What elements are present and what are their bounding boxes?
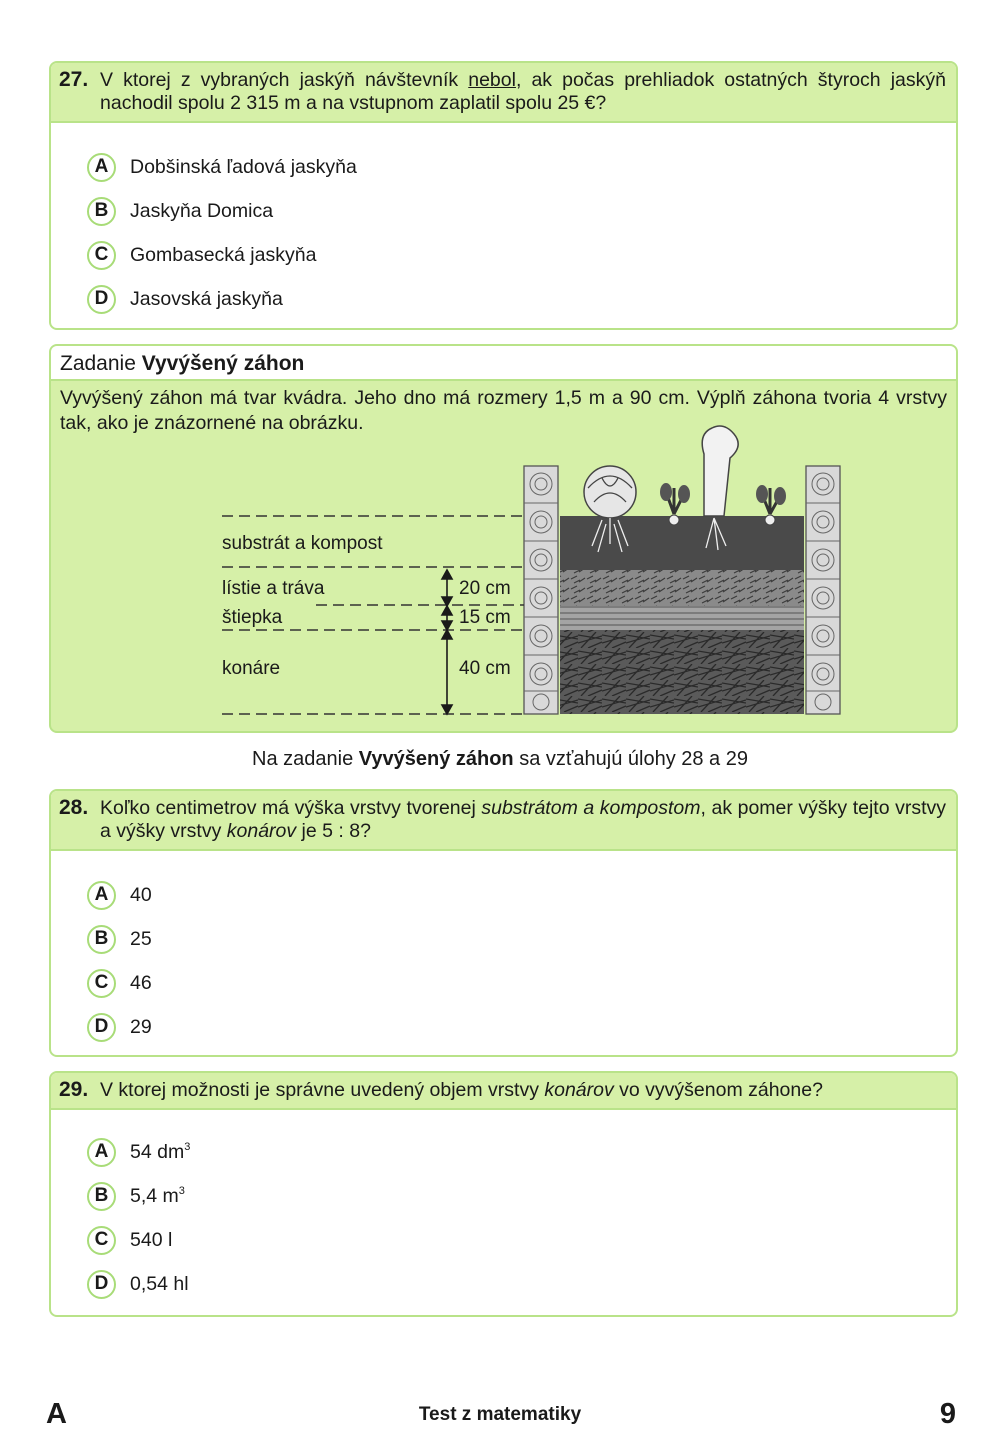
label-leaves-grass: lístie a tráva [222,578,325,599]
option-letter-badge[interactable]: A [87,881,116,910]
label-branches: konáre [222,658,281,679]
question-number: 27. [59,68,89,91]
option-letter-badge[interactable]: B [87,1182,116,1211]
dimension-40cm: 40 cm [459,658,511,679]
option-letter-badge[interactable]: A [87,153,116,182]
question-text: Koľko centimetrov má výška vrstvy tvorenej substrátom a kompostom, ak pomer výšky tejto vrstvy a výšky vrstvy konárov je 5 : 8? [100,797,946,842]
options-list [51,1110,956,1306]
task-title: Zadanie Vyvýšený záhon [51,346,956,381]
footer-page-number: 9 [939,1398,956,1430]
question-27 [49,61,958,330]
left-wooden-post [524,466,558,714]
task-description: Vyvýšený záhon má tvar kvádra. Jeho dno má rozmery 1,5 m a 90 cm. Výplň záhona tvoria 4 vrstvy tak, ako je znázornené na obrázku. [60,387,947,434]
footer-test-title: Test z matematiky [418,1404,582,1425]
option-letter-badge[interactable]: D [87,1013,116,1042]
option-label: 5,4 $m^3$ [130,1184,185,1207]
underlined-word: nebol [468,69,516,91]
task-reference-note: Na zadanie Vyvýšený záhon sa vzťahujú úlohy 28 a 29 [252,748,748,770]
question-29 [49,1071,958,1317]
option-label: Jasovská jaskyňa [130,287,283,310]
option-letter-badge[interactable]: D [87,285,116,314]
label-wood-chips: štiepka [222,607,283,628]
option-c[interactable] [87,233,956,277]
option-c[interactable] [87,1218,956,1262]
options-list [51,123,956,321]
option-b[interactable] [87,1174,956,1218]
option-label: Gombasecká jaskyňa [130,243,317,266]
question-27-header [51,63,956,123]
option-b[interactable] [87,189,956,233]
footer-test-variant: A [46,1398,67,1430]
layer-leaves-grass [560,570,804,606]
option-label: 46 [130,971,152,994]
option-letter-badge[interactable]: B [87,197,116,226]
dimension-15cm: 15 cm [459,607,511,628]
option-a[interactable] [87,145,956,189]
option-c[interactable] [87,961,956,1005]
option-label: 25 [130,927,152,950]
option-a[interactable] [87,1130,956,1174]
option-label: 0,54 hl [130,1272,189,1295]
option-letter-badge[interactable]: D [87,1270,116,1299]
option-letter-badge[interactable]: B [87,925,116,954]
option-label: Jaskyňa Domica [130,199,274,222]
option-label: 540 l [130,1228,173,1251]
option-label: Dobšinská ľadová jaskyňa [130,155,357,178]
question-29-header [51,1073,956,1110]
option-label: 29 [130,1015,152,1038]
layer-wood-chips [560,606,804,630]
option-letter-badge[interactable]: C [87,1226,116,1255]
layer-branches [560,630,804,714]
options-list [51,851,956,1049]
question-text: V ktorej z vybraných jaskýň návštevník nebol, ak počas prehliadok ostatných štyroch jaskýň nachodil spolu 2 315 m a na vstupnom zaplatil spolu 25 €? [100,69,946,114]
option-letter-badge[interactable]: C [87,969,116,998]
question-number: 28. [59,796,89,819]
question-number: 29. [59,1078,89,1101]
option-letter-badge[interactable]: A [87,1138,116,1167]
dimension-20cm: 20 cm [459,578,511,599]
raised-bed-diagram [218,424,848,724]
option-letter-badge[interactable]: C [87,241,116,270]
option-d[interactable] [87,1005,956,1049]
right-wooden-post [806,466,840,714]
option-label: 54 $dm^3$ [130,1140,191,1163]
option-label: 40 [130,883,152,906]
dimension-arrows [442,570,452,714]
question-28 [49,789,958,1057]
option-d[interactable] [87,277,956,321]
option-b[interactable] [87,917,956,961]
label-substrate-compost: substrát a kompost [222,533,383,554]
question-28-header [51,791,956,851]
option-a[interactable] [87,873,956,917]
question-text: V ktorej možnosti je správne uvedený objem vrstvy konárov vo vyvýšenom záhone? [100,1079,823,1101]
option-d[interactable] [87,1262,956,1306]
